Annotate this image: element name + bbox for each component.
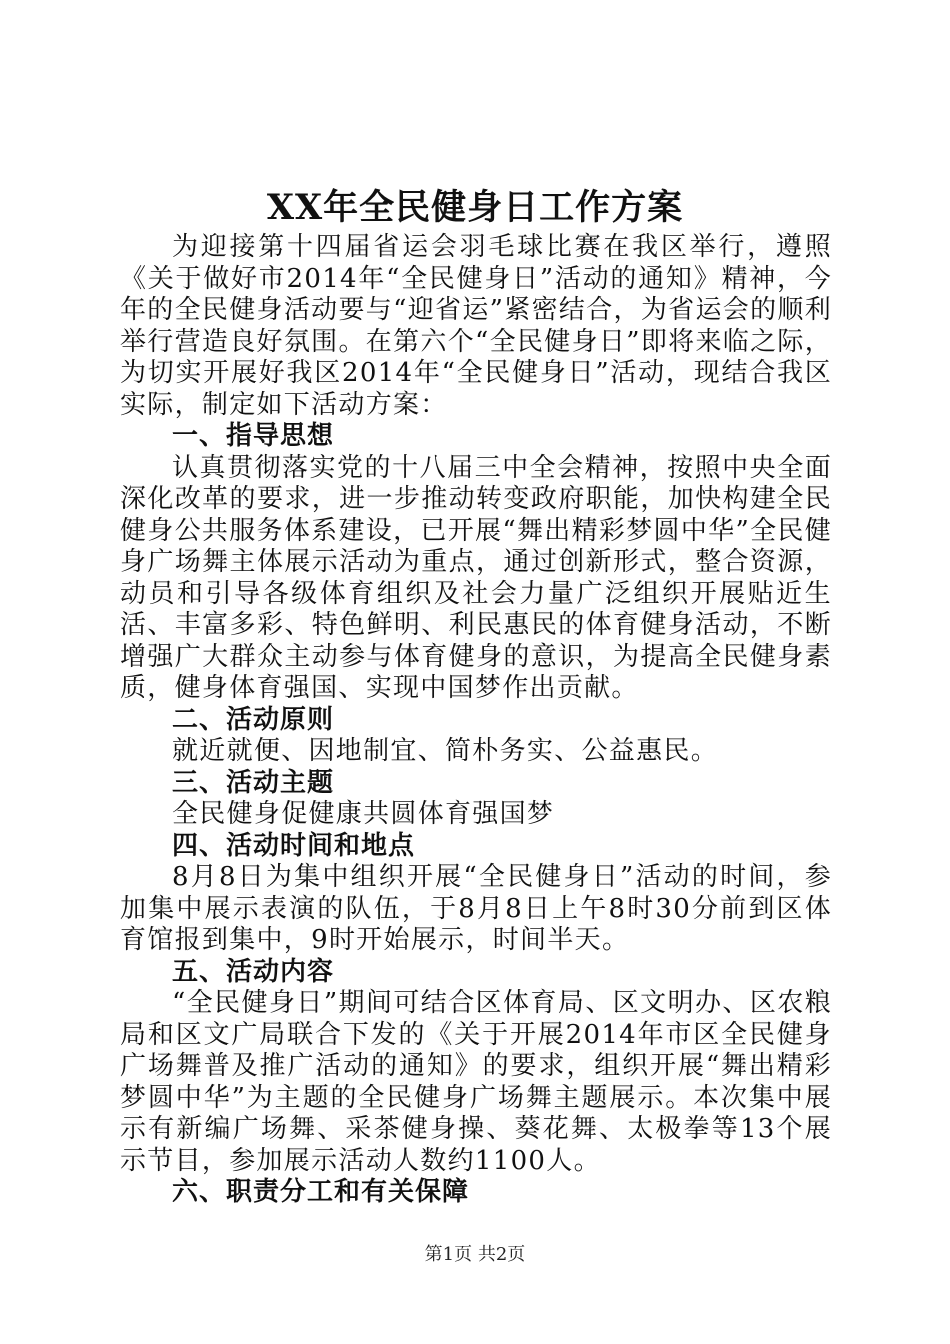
intro-paragraph: 为迎接第十四届省运会羽毛球比赛在我区举行，遵照《关于做好市2014年“全民健身日”活动的通知》精神，今年的全民健身活动要与“迎省运”紧密结合，为省运会的顺利举行营造良好氛围。在第六个“全民健身日”即将来临之际，为切实开展好我区2014年“全民健身日”活动，现结合我区实际，制定如下活动方案： bbox=[120, 232, 832, 420]
section-heading-principles: 二、活动原则 bbox=[172, 704, 335, 735]
section-heading-theme: 三、活动主题 bbox=[172, 767, 335, 798]
section-heading-time-place: 四、活动时间和地点 bbox=[172, 830, 416, 861]
document-title: XX年全民健身日工作方案 bbox=[266, 187, 684, 228]
section-heading-content: 五、活动内容 bbox=[172, 956, 335, 987]
section-body-theme: 全民健身促健康共圆体育强国梦 bbox=[172, 799, 555, 829]
section-body-guiding-ideology: 认真贯彻落实党的十八届三中全会精神，按照中央全面深化改革的要求，进一步推动转变政府职能，加快构建全民健身公共服务体系建设，已开展“舞出精彩梦圆中华”全民健身广场舞主体展示活动为重点，通过创新形式，整合资源，动员和引导各级体育组织及社会力量广泛组织开展贴近生活、丰富多彩、特色鲜明、利民惠民的体育健身活动，不断增强广大群众主动参与体育健身的意识，为提高全民健身素质，健身体育强国、实现中国梦作出贡献。 bbox=[120, 452, 832, 703]
section-body-time-place: 8月8日为集中组织开展“全民健身日”活动的时间，参加集中展示表演的队伍，于8月8日上午8时30分前到区体育馆报到集中，9时开始展示，时间半天。 bbox=[120, 862, 832, 955]
page-number-footer: 第1页 共2页 bbox=[424, 1244, 526, 1265]
section-heading-guiding-ideology: 一、指导思想 bbox=[172, 421, 335, 451]
section-body-content: “全民健身日”期间可结合区体育局、区文明办、区农粮局和区文广局联合下发的《关于开展2014年市区全民健身广场舞普及推广活动的通知》的要求，组织开展“舞出精彩梦圆中华”为主题的全民健身广场舞主题展示。本次集中展示有新编广场舞、采茶健身操、葵花舞、太极拳等13个展示节目，参加展示活动人数约1100人。 bbox=[120, 988, 832, 1176]
document-body bbox=[120, 232, 832, 1209]
section-body-principles: 就近就便、因地制宜、简朴务实、公益惠民。 bbox=[172, 736, 719, 766]
section-heading-responsibilities: 六、职责分工和有关保障 bbox=[172, 1177, 470, 1207]
